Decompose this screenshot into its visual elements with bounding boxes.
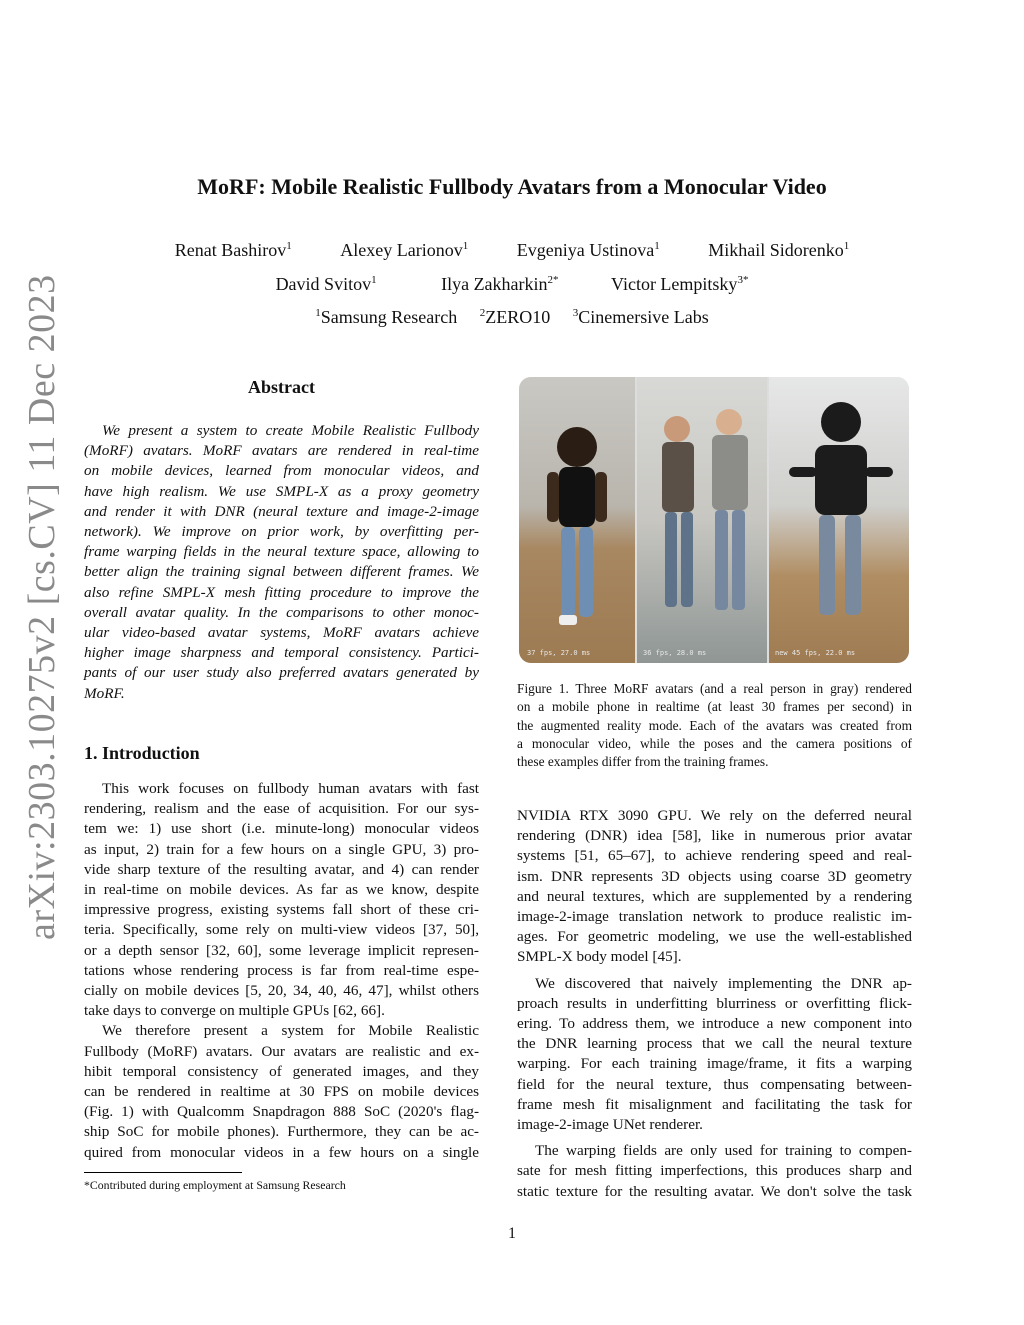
fps-readout: 37 fps, 27.0 ms (527, 649, 591, 657)
text-line: Figure 1. Three MoRF avatars (and a real person in gray) rendered (517, 681, 912, 696)
text-line: warping. For each training image/frame, it fits a warping (517, 1055, 912, 1073)
text-line: This work focuses on fullbody human avatars with fast (102, 780, 479, 797)
text-line: teria. Specifically, some rely on multi-view videos [37, 50], (84, 921, 479, 939)
avatar-1-silhouette (519, 377, 635, 663)
fps-readout: new 45 fps, 22.0 ms (775, 649, 856, 657)
text-line: image-2-image translation network to produce realistic im- (517, 908, 912, 926)
text-line: or a depth sensor [32, 60], some leverage implicit represen- (84, 941, 479, 959)
page-number: 1 (508, 1225, 516, 1242)
text-line: NVIDIA RTX 3090 GPU. We rely on the deferred neural (517, 807, 912, 824)
right-column-body (517, 806, 912, 1202)
text-line: rendering, realism and the ease of acquisition. For our sys- (84, 800, 479, 818)
text-line: on a mobile phone in realtime (at least 30 frames per second) in (517, 699, 912, 715)
text-line: SMPL-X body model [45]. (517, 948, 682, 966)
paper-title: MoRF: Mobile Realistic Fullbody Avatars from a Monocular Video (197, 174, 827, 199)
avatar-3-silhouette (769, 377, 909, 663)
footnote: *Contributed during employment at Samsung Research (84, 1178, 346, 1192)
text-line: cially on mobile devices [5, 20, 34, 40, 46, 47], whilst others (84, 982, 479, 1000)
text-line: overall avatar quality. In the comparisons to other monoc- (84, 603, 479, 621)
text-line: systems [51, 65–67], to achieve rendering speed and real- (517, 847, 912, 865)
text-line: We therefore present a system for Mobile Realistic (102, 1022, 479, 1040)
text-line: sate for mesh fitting imperfections, this produces sharp and (517, 1162, 912, 1180)
text-line: and neural textures, which are supplemented by a rendering (517, 887, 912, 905)
abstract-body (84, 421, 479, 704)
figure-1-caption (517, 680, 912, 771)
avatar-panel-1 (519, 377, 635, 663)
avatar-panel-2 (637, 377, 767, 663)
affiliation: $^3$Cinemersive Labs (572, 307, 709, 327)
text-line: tem we: 1) use short (i.e. minute-long) monocular videos (84, 820, 479, 838)
footnote-rule (84, 1172, 242, 1173)
authors-row-2 (0, 274, 1024, 295)
text-line: quired from monocular videos in a few hours on a single (84, 1143, 479, 1161)
text-line: can be rendered in realtime at 30 FPS on mobile devices (84, 1083, 479, 1101)
affiliations (0, 307, 1024, 328)
text-line: frame warping fields in the neural texture space, allowing to (84, 543, 479, 561)
affiliation: $^1$Samsung Research (315, 307, 458, 327)
text-line: ship SoC for mobile phones). Furthermore, they can be ac- (84, 1123, 479, 1141)
text-line: network). We improve on prior work, by overfitting per- (84, 523, 479, 541)
text-line: ular video-based avatar systems, MoRF avatars achieve (84, 624, 479, 642)
text-line: take days to converge on multiple GPUs [62, 66]. (84, 1002, 385, 1020)
text-line: a monocular video, while the poses and the camera positions of (517, 735, 912, 751)
text-line: ages. For geometric modeling, we use the well-established (517, 928, 912, 946)
text-line: in real-time on mobile devices. As far as we know, despite (84, 881, 479, 899)
text-line: vide sharp texture of the resulting avatar, and 4) can render (84, 860, 479, 878)
arxiv-side-label: arXiv:2303.10275v2 [cs.CV] 11 Dec 2023 (21, 274, 63, 940)
fps-readout: 36 fps, 28.0 ms (643, 649, 707, 657)
text-line: rendering (DNR) idea [58], like in numerous prior avatar (517, 827, 912, 845)
text-line: ering. To address them, we introduce a new component into (517, 1015, 912, 1033)
figure-1-image (519, 377, 909, 663)
affiliation: $^2$ZERO10 (479, 307, 551, 327)
text-line: image-2-image UNet renderer. (517, 1116, 703, 1134)
text-line: and render it with DNR (neural texture and image-2-image (84, 502, 479, 520)
text-line: pants of our user study also preferred avatars generated by (84, 664, 479, 682)
text-line: (Fig. 1) with Qualcomm Snapdragon 888 SoC (2020's flag- (84, 1103, 479, 1121)
author: Victor Lempitsky$^{3*}$ (611, 274, 749, 294)
text-line: We present a system to create Mobile Realistic Fullbody (102, 422, 479, 439)
text-line: (MoRF) avatars. MoRF avatars are rendered in real-time (84, 442, 479, 460)
text-line: The warping fields are only used for training to compen- (535, 1142, 912, 1160)
text-line: field for the neural texture, thus compensating between- (517, 1075, 912, 1093)
author: Alexey Larionov$^1$ (340, 240, 469, 260)
text-line: impressive progress, existing systems fall short of these cri- (84, 901, 479, 919)
text-line: these examples differ from the training frames. (517, 754, 769, 770)
text-line: hibit temporal consistency of generated images, and they (84, 1062, 479, 1080)
text-line: We discovered that naively implementing the DNR ap- (535, 974, 912, 992)
text-line: proach results in underfitting blurriness or overfitting flick- (517, 994, 912, 1012)
text-line: MoRF. (84, 684, 125, 702)
text-line: on mobile devices, learned from monocular videos, and (84, 462, 479, 480)
text-line: ism. DNR represents 3D objects using coarse 3D geometry (517, 867, 912, 885)
author: Renat Bashirov$^1$ (174, 240, 292, 260)
text-line: Fullbody (MoRF) avatars. Our avatars are realistic and ex- (84, 1042, 479, 1060)
text-line: better align the training signal between different frames. We (84, 563, 479, 581)
author: Mikhail Sidorenko$^1$ (708, 240, 850, 260)
text-line: also refine SMPL-X mesh fitting procedure to improve the (84, 583, 479, 601)
introduction-body (84, 779, 479, 1163)
authors-row-1 (0, 240, 1024, 261)
author: David Svitov$^1$ (275, 274, 377, 294)
text-line: the DNR learning process that we call the neural texture (517, 1035, 912, 1053)
text-line: higher image sharpness and temporal consistency. Partici- (84, 644, 479, 662)
author: Evgeniya Ustinova$^1$ (516, 240, 660, 260)
text-line: tations whose rendering process is far from real-time espe- (84, 961, 479, 979)
text-line: static texture for the resulting avatar. We don't solve the task (517, 1182, 912, 1200)
avatar-2-silhouette (637, 377, 767, 663)
text-line: as input, 2) train for a few hours on a single GPU, 3) pro- (84, 840, 479, 858)
text-line: have high realism. We use SMPL-X as a proxy geometry (84, 482, 479, 500)
section-heading-introduction: 1. Introduction (84, 743, 200, 763)
text-line: the augmented reality mode. Each of the avatars was created from (517, 717, 912, 733)
author: Ilya Zakharkin$^{2*}$ (441, 274, 559, 294)
abstract-heading: Abstract (248, 377, 315, 397)
avatar-panel-3 (769, 377, 909, 663)
text-line: frame mesh fit misalignment and facilitating the task for (517, 1095, 912, 1113)
